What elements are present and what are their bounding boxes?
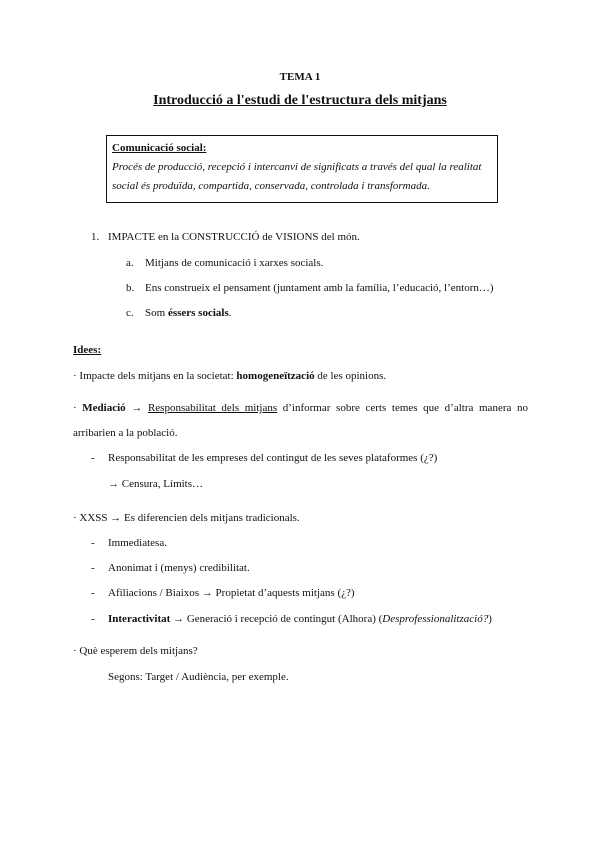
idea-1: · Impacte dels mitjans en la societat: homogeneïtzació de les opinions. (73, 370, 387, 382)
idea-3-dash-4: - (91, 613, 95, 625)
idea-3-item-1: Immediatesa. (108, 537, 167, 549)
list-marker-c: c. (126, 307, 134, 319)
idea-2-dash: - (91, 452, 95, 464)
idea-3-item-3: Afiliacions / Biaixos → Propietat d’aquests mitjans (¿?) (108, 587, 355, 599)
idea-2-line-1: · Mediació → Responsabilitat dels mitjans d’informar sobre certs temes que d’altra manera no (73, 402, 528, 414)
definition-term: Comunicació social: (112, 142, 207, 154)
list-marker-a: a. (126, 257, 134, 269)
tema-label: TEMA 1 (279, 71, 321, 83)
definition-box (106, 135, 498, 203)
idea-3-dash-3: - (91, 587, 95, 599)
idea-2-line-2: arribarien a la població. (73, 427, 178, 439)
numbered-text: IMPACTE en la CONSTRUCCIÓ de VISIONS del món. (108, 231, 360, 243)
idea-3-dash-1: - (91, 537, 95, 549)
idea-3-dash-2: - (91, 562, 95, 574)
list-item-b: Ens construeix el pensament (juntament amb la família, l’educació, l’entorn…) (145, 282, 494, 294)
idea-4: · Què esperem dels mitjans? (73, 645, 198, 657)
page-title: Introducció a l'estudi de l'estructura dels mitjans (153, 93, 447, 108)
idea-3-item-4: Interactivitat → Generació i recepció de contingut (Alhora) (Desprofessionalització?) (108, 613, 492, 625)
idea-2-arrow-line: → Censura, Límits… (108, 478, 204, 490)
list-item-a: Mitjans de comunicació i xarxes socials. (145, 257, 324, 269)
list-item-c: Som éssers socials. (145, 307, 232, 319)
idea-2-sub-item: Responsabilitat de les empreses del contingut de les seves plataformes (¿?) (108, 452, 438, 464)
numbered-marker: 1. (91, 231, 100, 243)
ideas-heading: Idees: (73, 344, 102, 356)
definition-line-2: social és produïda, compartida, conservada, controlada i transformada. (112, 180, 430, 192)
idea-4-sub: Segons: Target / Audiència, per exemple. (108, 671, 289, 683)
idea-3-item-2: Anonimat i (menys) credibilitat. (108, 562, 250, 574)
definition-line-1: Procés de producció, recepció i intercanvi de significats a través del qual la realitat (112, 161, 482, 173)
idea-3: · XXSS → Es diferencien dels mitjans tradicionals. (73, 512, 300, 524)
list-marker-b: b. (126, 282, 135, 294)
